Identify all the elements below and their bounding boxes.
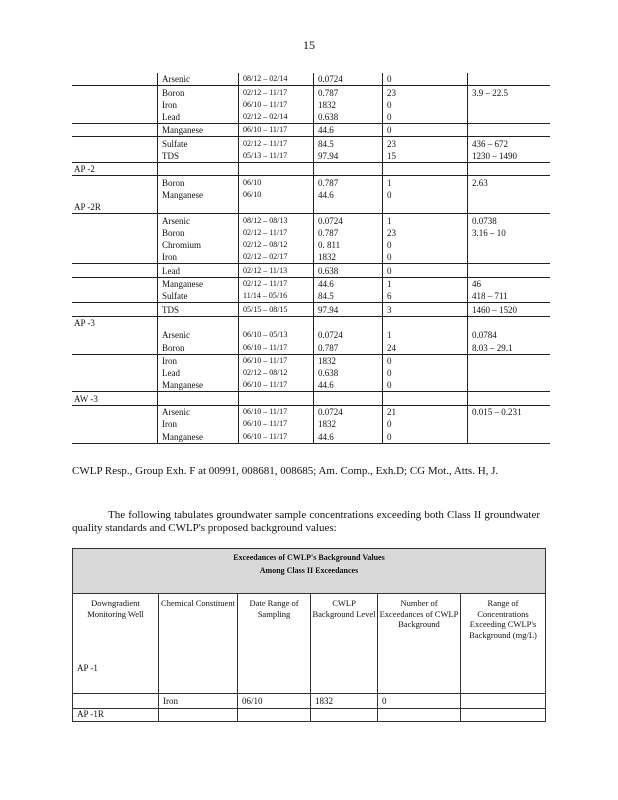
row-date-range: 05/13 – 11/17 (239, 150, 314, 163)
table-row (72, 189, 550, 201)
header-exceedances: Number of Exceedances of CWLP Background (378, 594, 461, 694)
row-well (72, 405, 158, 418)
row-background: 0.638 (314, 264, 383, 277)
row-date-range: 06/10 – 11/17 (239, 99, 314, 111)
row-range: 1230 – 1490 (468, 150, 551, 163)
row-well (72, 251, 158, 264)
row-well (72, 264, 158, 277)
row-date-range: 02/12 – 11/17 (239, 137, 314, 150)
cell-exceedances: 0 (378, 694, 461, 709)
table-row (72, 99, 550, 111)
row-background: 0.0724 (314, 405, 383, 418)
row-well (72, 99, 158, 111)
row-background: 97.94 (314, 303, 383, 316)
header-date-range: Date Range of Sampling (238, 594, 311, 694)
table-title-line2: Among Class II Exceedances (259, 566, 359, 575)
row-well (72, 73, 158, 86)
exceedance-table-continued (72, 73, 550, 444)
row-date-range: 08/12 – 08/13 (239, 214, 314, 227)
row-exceedances: 1 (383, 329, 468, 341)
row-chemical: Lead (158, 111, 239, 124)
row-chemical: Lead (158, 264, 239, 277)
table-row (72, 264, 550, 277)
table-row (72, 214, 550, 227)
row-date-range: 06/10 – 11/17 (239, 379, 314, 392)
row-date-range: 11/14 – 05/16 (239, 290, 314, 303)
row-chemical: Iron (158, 99, 239, 111)
well-header-row (72, 201, 550, 214)
row-range (468, 392, 551, 405)
table-row (72, 367, 550, 379)
row-exceedances: 1 (383, 277, 468, 290)
row-range (468, 316, 551, 329)
row-exceedances: 24 (383, 341, 468, 354)
row-well (72, 418, 158, 430)
row-chemical: Boron (158, 341, 239, 354)
row-chemical: TDS (158, 150, 239, 163)
table-row (72, 354, 550, 367)
table-row (72, 430, 550, 443)
row-chemical: Manganese (158, 379, 239, 392)
row-exceedances: 3 (383, 303, 468, 316)
row-chemical (158, 316, 239, 329)
row-background (314, 163, 383, 176)
row-date-range: 08/12 – 02/14 (239, 73, 314, 86)
row-exceedances: 0 (383, 418, 468, 430)
row-date-range (239, 201, 314, 214)
row-range (468, 430, 551, 443)
table-row (72, 176, 550, 189)
row-background: 0.787 (314, 176, 383, 189)
table-row-well (73, 694, 159, 709)
row-well: AW -3 (72, 392, 158, 405)
row-well (72, 214, 158, 227)
well-header-row (72, 392, 550, 405)
row-date-range: 02/12 – 11/13 (239, 264, 314, 277)
row-range: 2.63 (468, 176, 551, 189)
row-range: 0.015 – 0.231 (468, 405, 551, 418)
row-date-range: 06/10 – 11/17 (239, 341, 314, 354)
row-range (468, 111, 551, 124)
row-background: 44.6 (314, 379, 383, 392)
well-header-row (72, 316, 550, 329)
header-range: Range of Concentrations Exceeding CWLP's Background (mg/L) (461, 594, 546, 694)
row-background (314, 316, 383, 329)
row-exceedances (383, 163, 468, 176)
row-chemical: Boron (158, 227, 239, 239)
row-well (72, 430, 158, 443)
row-exceedances: 21 (383, 405, 468, 418)
table-row (72, 303, 550, 316)
row-date-range (239, 316, 314, 329)
row-chemical: Arsenic (158, 329, 239, 341)
table-row (72, 150, 550, 163)
well-header-row (72, 163, 550, 176)
row-exceedances: 0 (383, 239, 468, 251)
row-background: 44.6 (314, 430, 383, 443)
row-exceedances: 0 (383, 367, 468, 379)
row-background: 0.0724 (314, 214, 383, 227)
row-well (72, 303, 158, 316)
row-chemical: Arsenic (158, 405, 239, 418)
row-date-range: 02/12 – 11/17 (239, 277, 314, 290)
table-row (72, 290, 550, 303)
row-date-range: 06/10 – 11/17 (239, 430, 314, 443)
row-range: 436 – 672 (468, 137, 551, 150)
row-exceedances (383, 316, 468, 329)
row-range (468, 201, 551, 214)
row-date-range: 05/15 – 08/15 (239, 303, 314, 316)
row-date-range: 02/12 – 08/12 (239, 239, 314, 251)
citation: CWLP Resp., Group Exh. F at 00991, 008681, 008685; Am. Comp., Exh.D; CG Mot., Atts. H, J. (72, 465, 499, 477)
row-exceedances: 1 (383, 214, 468, 227)
row-range: 0.0738 (468, 214, 551, 227)
row-range (468, 189, 551, 201)
row-chemical: Sulfate (158, 290, 239, 303)
row-chemical: Arsenic (158, 73, 239, 86)
table-title (73, 549, 546, 594)
row-background: 84.5 (314, 137, 383, 150)
row-background (314, 201, 383, 214)
header-chemical: Chemical Constituent (159, 594, 238, 694)
row-range: 0.0784 (468, 329, 551, 341)
row-date-range: 02/12 – 08/12 (239, 367, 314, 379)
row-chemical: Arsenic (158, 214, 239, 227)
row-exceedances: 0 (383, 251, 468, 264)
row-range (468, 354, 551, 367)
row-range (468, 73, 551, 86)
row-exceedances: 0 (383, 111, 468, 124)
row-date-range (239, 392, 314, 405)
row-range (468, 239, 551, 251)
header-background: CWLP Background Level (311, 594, 378, 694)
row-chemical: Iron (158, 418, 239, 430)
row-well (72, 367, 158, 379)
row-well (72, 189, 158, 201)
row-background: 97.94 (314, 150, 383, 163)
row-range (468, 367, 551, 379)
row-background: 0.787 (314, 86, 383, 99)
cell-range (461, 694, 546, 709)
row-range: 8.03 – 29.1 (468, 341, 551, 354)
row-chemical: Iron (158, 251, 239, 264)
table-row (72, 137, 550, 150)
row-background: 0.787 (314, 227, 383, 239)
well-label-ap-1: AP -1 (77, 663, 98, 673)
row-range (468, 379, 551, 392)
row-exceedances: 23 (383, 227, 468, 239)
table-title-line1: Exceedances of CWLP's Background Values (233, 553, 385, 562)
table-row (72, 227, 550, 239)
row-chemical: Manganese (158, 189, 239, 201)
row-exceedances (383, 392, 468, 405)
row-background: 0. 811 (314, 239, 383, 251)
row-chemical: Manganese (158, 430, 239, 443)
row-exceedances: 0 (383, 430, 468, 443)
row-well (72, 124, 158, 137)
row-exceedances: 23 (383, 86, 468, 99)
row-exceedances: 15 (383, 150, 468, 163)
intro-paragraph: The following tabulates groundwater sample concentrations exceeding both Class II groundwater quality standards and CWLP's proposed background values: (72, 509, 540, 534)
table-row (72, 124, 550, 137)
row-well (72, 277, 158, 290)
row-well: AP -2 (72, 163, 158, 176)
row-date-range: 02/12 – 11/17 (239, 86, 314, 99)
row-background: 0.638 (314, 367, 383, 379)
row-exceedances: 0 (383, 379, 468, 392)
cell-background: 1832 (311, 694, 378, 709)
row-range: 46 (468, 277, 551, 290)
row-exceedances: 23 (383, 137, 468, 150)
cell-date-range: 06/10 (238, 694, 311, 709)
row-well (72, 239, 158, 251)
row-background: 0.0724 (314, 73, 383, 86)
table-row (72, 405, 550, 418)
row-exceedances: 0 (383, 73, 468, 86)
row-exceedances: 1 (383, 176, 468, 189)
row-range: 3.16 – 10 (468, 227, 551, 239)
table-row (72, 379, 550, 392)
row-well (72, 379, 158, 392)
cell-chemical: Iron (159, 694, 238, 709)
row-chemical: Iron (158, 354, 239, 367)
table-row (72, 73, 550, 86)
row-background: 0.0724 (314, 329, 383, 341)
row-date-range: 06/10 – 11/17 (239, 418, 314, 430)
row-date-range (239, 163, 314, 176)
row-exceedances: 0 (383, 99, 468, 111)
row-date-range: 02/12 – 02/14 (239, 111, 314, 124)
row-chemical: Sulfate (158, 137, 239, 150)
row-background: 44.6 (314, 189, 383, 201)
table-row (72, 329, 550, 341)
row-range: 1460 – 1520 (468, 303, 551, 316)
row-well (72, 341, 158, 354)
table-row (72, 111, 550, 124)
row-exceedances (383, 201, 468, 214)
row-background: 84.5 (314, 290, 383, 303)
row-chemical: Boron (158, 176, 239, 189)
row-date-range: 06/10 (239, 176, 314, 189)
table-row (72, 86, 550, 99)
row-range (468, 264, 551, 277)
row-well: AP -2R (74, 202, 101, 213)
page-number: 15 (303, 38, 315, 52)
row-well (72, 137, 158, 150)
row-date-range: 06/10 – 11/17 (239, 354, 314, 367)
row-background: 0.638 (314, 111, 383, 124)
row-exceedances: 6 (383, 290, 468, 303)
row-date-range: 02/12 – 11/17 (239, 227, 314, 239)
background-exceedance-table (72, 548, 546, 722)
row-exceedances: 0 (383, 124, 468, 137)
row-range (468, 124, 551, 137)
row-background: 1832 (314, 99, 383, 111)
row-well (72, 227, 158, 239)
row-well (72, 290, 158, 303)
row-chemical (158, 163, 239, 176)
row-chemical: TDS (158, 303, 239, 316)
header-well: Downgradient Monitoring Well AP -1 (73, 594, 159, 694)
row-exceedances: 0 (383, 354, 468, 367)
row-background: 44.6 (314, 124, 383, 137)
well-label-ap-1r: AP -1R (73, 709, 159, 722)
row-chemical (158, 201, 239, 214)
row-range (468, 163, 551, 176)
row-range (468, 251, 551, 264)
row-range (468, 418, 551, 430)
row-background: 44.6 (314, 277, 383, 290)
row-chemical: Manganese (158, 124, 239, 137)
row-background (314, 392, 383, 405)
row-chemical: Lead (158, 367, 239, 379)
row-well (72, 354, 158, 367)
row-date-range: 06/10 – 05/13 (239, 329, 314, 341)
row-range (468, 99, 551, 111)
row-well (72, 111, 158, 124)
row-background: 0.787 (314, 341, 383, 354)
row-range: 3.9 – 22.5 (468, 86, 551, 99)
row-exceedances: 0 (383, 189, 468, 201)
row-well: AP -3 (72, 316, 158, 329)
row-chemical (158, 392, 239, 405)
row-well (72, 86, 158, 99)
row-well (72, 176, 158, 189)
table-row (72, 251, 550, 264)
row-chemical: Boron (158, 86, 239, 99)
row-date-range: 02/12 – 02/17 (239, 251, 314, 264)
row-background: 1832 (314, 251, 383, 264)
row-chemical: Chromium (158, 239, 239, 251)
row-date-range: 06/10 – 11/17 (239, 124, 314, 137)
row-well (72, 329, 158, 341)
row-chemical: Manganese (158, 277, 239, 290)
table-row (72, 341, 550, 354)
row-date-range: 06/10 – 11/17 (239, 405, 314, 418)
table-row (72, 239, 550, 251)
row-date-range: 06/10 (239, 189, 314, 201)
row-exceedances: 0 (383, 264, 468, 277)
table-row (72, 277, 550, 290)
row-background: 1832 (314, 354, 383, 367)
row-range: 418 – 711 (468, 290, 551, 303)
table-row (72, 418, 550, 430)
row-background: 1832 (314, 418, 383, 430)
row-well (72, 150, 158, 163)
